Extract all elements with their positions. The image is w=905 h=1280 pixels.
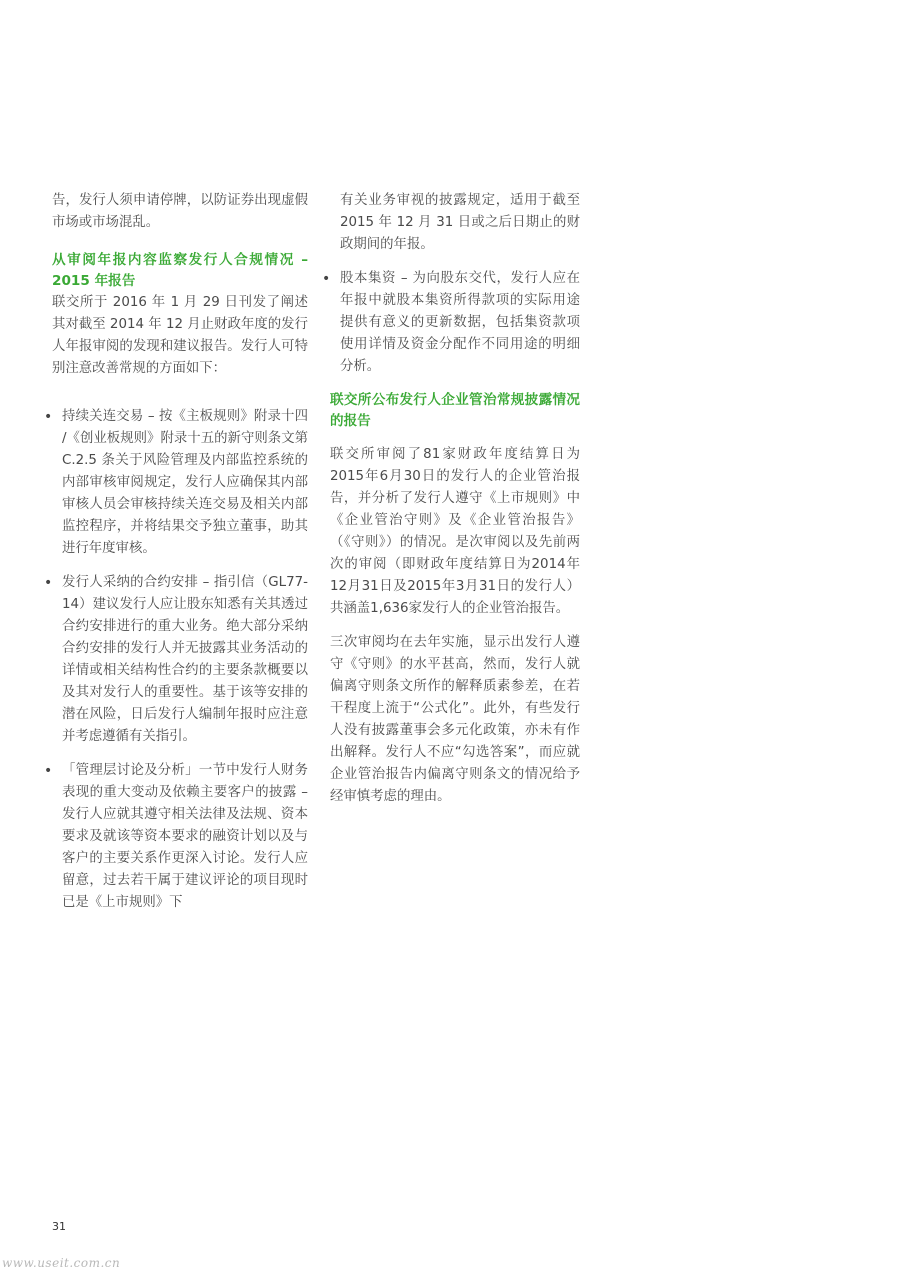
list-item: • 「管理层讨论及分析」一节中发行人财务表现的重大变动及依赖主要客户的披露 – 发行人应就其遵守相关法律及法规、资本要求及就该等资本要求的融资计划以及与客户的主要关系作更深入讨论。发行人应留意，过去若干属于建议评论的项目现时已是《上市规则》下	[52, 760, 308, 914]
list-item: • 持续关连交易 – 按《主板规则》附录十四 /《创业板规则》附录十五的新守则条文第 C.2.5 条关于风险管理及内部监控系统的内部审核审阅规定，发行人应确保其内部审核人员会审核持续关连交易及相关内部监控程序，并将结果交予独立董事，助其进行年度审核。	[52, 406, 308, 560]
bullet-icon: •	[44, 763, 53, 779]
bullet-icon: •	[44, 409, 53, 425]
intro-paragraph: 告，发行人须申请停牌，以防证券出现虚假市场或市场混乱。	[52, 193, 308, 230]
bullet-icon: •	[44, 575, 53, 591]
section-heading-annual-report-review: 从审阅年报内容监察发行人合规情况 – 2015 年报告	[52, 252, 308, 289]
bullet-icon: •	[322, 271, 331, 287]
page-number: 31	[52, 1220, 66, 1233]
section-body-annual-report-review: 联交所于 2016 年 1 月 29 日刊发了阐述其对截至 2014 年 12 月止财政年度的发行人年报审阅的发现和建议报告。发行人可特别注意改善常规的方面如下：	[52, 295, 308, 376]
watermark: www.useit.com.cn	[2, 1256, 121, 1270]
right-bullet-list	[322, 268, 580, 378]
left-bullet-list	[44, 406, 308, 914]
section-body-corporate-governance-1: 联交所审阅了81家财政年度结算日为2015年6月30日的发行人的企业管治报告，并分析了发行人遵守《上市规则》中《企业管治守则》及《企业管治报告》（《守则》）的情况。是次审阅以及先前两次的审阅（即财政年度结算日为2014年12月31日及2015年3月31日的发行人）共涵盖1,636家发行人的企业管治报告。	[330, 447, 580, 616]
left-column	[44, 190, 308, 926]
list-item: • 股本集资 – 为向股东交代，发行人应在年报中就股本集资所得款项的实际用途提供有意义的更新数据，包括集资款项使用详情及资金分配作不同用途的明细分析。	[330, 268, 580, 378]
continued-paragraph: 有关业务审视的披露规定，适用于截至 2015 年 12 月 31 日或之后日期止的财政期间的年报。	[340, 193, 580, 252]
list-item: • 发行人采纳的合约安排 – 指引信（GL77-14）建议发行人应让股东知悉有关其透过合约安排进行的重大业务。绝大部分采纳合约安排的发行人并无披露其业务活动的详情或相关结构性合约的主要条款概要以及其对发行人的重要性。基于该等安排的潜在风险，日后发行人编制年报时应注意并考虑遵循有关指引。	[52, 572, 308, 748]
section-heading-corporate-governance: 联交所公布发行人企业管治常规披露情况的报告	[330, 392, 580, 429]
right-column	[322, 190, 580, 808]
section-body-corporate-governance-2: 三次审阅均在去年实施，显示出发行人遵守《守则》的水平甚高，然而，发行人就偏离守则条文所作的解释质素参差，在若干程度上流于“公式化”。此外，有些发行人没有披露董事会多元化政策，亦未有作出解释。发行人不应“勾选答案”，而应就企业管治报告内偏离守则条文的情况给予经审慎考虑的理由。	[330, 635, 580, 804]
